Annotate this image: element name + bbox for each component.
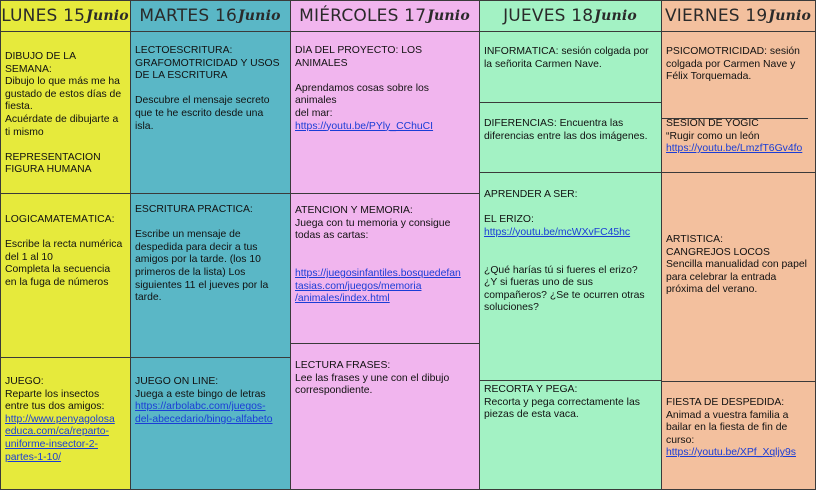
grid-line (661, 0, 662, 490)
grid-line (479, 172, 661, 173)
thursday-hedgehog-video-link[interactable]: https://youtu.be/mcWXvFC45hc (484, 226, 631, 238)
wednesday-memory-task: ATENCION Y MEMORIA: Juega con tu memoria y consigue todas as cartas: https://juegosinfantiles.bosquedefan tasias.com/juegos/memoria /animales/index.html (295, 205, 461, 305)
friday-farewell-party-task: FIESTA DE DESPEDIDA: Animad a vuestra familia a bailar en la fiesta de fin de curso: https://youtu.be/XPf_Xqljy9s (666, 397, 796, 459)
tuesday-writing-task: LECTOESCRITURA: GRAFOMOTRICIDAD Y USOS DE LA ESCRITURA Descubre el mensaje secreto que te he escrito desde una isla. (135, 45, 280, 132)
tuesday-practical-writing-task: ESCRITURA PRÁCTICA: Escribe un mensaje de despedida para decir a tus amigos por la tarde. (los 10 primeros de la lista) Los siguientes 11 el jueves por la tarde. (135, 204, 269, 304)
thursday-learn-to-be-task: APRENDER A SER: EL ERIZO: https://youtu.be/mcWXvFC45hc ¿Qué harías tú si fueres el erizo? ¿Y si fueras uno de sus compañeros? ¿Se te ocurren otras soluciones? (484, 189, 645, 314)
monday-game-link[interactable]: http://www.penyagolosa educa.com/ca/reparto- uniforme-insector-2- partes-1-10/ (5, 413, 115, 463)
grid-line (290, 0, 291, 490)
grid-line (0, 0, 1, 490)
day-column-thursday (479, 0, 661, 490)
day-header-wednesday: MIÉRCOLES 17 Junio (290, 0, 479, 32)
friday-psychomotor-task: PSICOMOTRICIDAD: sesión colgada por Carmen Nave y Félix Torquemada. (666, 46, 800, 83)
grid-line (479, 0, 480, 490)
thursday-cut-paste-task: RECORTA Y PEGA: Recorta y pega correctamente las piezas de esta vaca. (484, 384, 640, 421)
thursday-computing-task: INFORMÁTICA: sesión colgada por la señorita Carmen Nave. (484, 46, 649, 70)
grid-line (290, 343, 479, 344)
grid-line (661, 172, 815, 173)
friday-art-task: ARTÍSTICA: CANGREJOS LOCOS Sencilla manualidad con papel para celebrar la entrada próxima del verano. (666, 234, 807, 296)
day-column-tuesday (130, 0, 290, 490)
day-column-monday (0, 0, 130, 490)
grid-line (0, 0, 816, 1)
grid-line (0, 193, 479, 194)
monday-drawing-task: DIBUJO DE LA SEMANA: Dibujo lo que más me ha gustado de estos días de fiesta. Acuérdate de dibujarte a ti mismo REPRESENTACION FIGURA HUMANA (5, 51, 122, 176)
grid-line (479, 102, 661, 103)
grid-line (661, 381, 815, 382)
wednesday-reading-task: LECTURA FRASES: Lee las frases y une con el dibujo correspondiente. (295, 360, 450, 397)
friday-yoga-video-link[interactable]: https://youtu.be/LmzfT6Gv4fo (666, 143, 803, 155)
grid-line (0, 489, 816, 490)
day-header-friday: VIERNES 19 Junio (661, 0, 815, 32)
thursday-differences-task: DIFERENCIAS: Encuentra las diferencias entre las dos imágenes. (484, 118, 648, 142)
monday-math-task: LOGICAMATEMÁTICA: Escribe la recta numérica del 1 al 10 Completa la secuencia en la fuga de números (5, 214, 123, 288)
grid-line (0, 357, 290, 358)
day-column-wednesday (290, 0, 479, 490)
day-header-tuesday: MARTES 16 Junio (130, 0, 290, 32)
day-header-thursday: JUEVES 18 Junio (479, 0, 661, 32)
wednesday-animals-video-link[interactable]: https://youtu.be/PYly_CChuCI (295, 120, 434, 132)
friday-yoga-task: SESIÓN DE YOGIC “Rugir como un león https://youtu.be/LmzfT6Gv4fo (666, 118, 803, 155)
grid-line (479, 380, 661, 381)
grid-line (661, 118, 808, 119)
tuesday-bingo-link[interactable]: https://arbolabc.com/juegos- del-abecedario/bingo-alfabeto (135, 401, 273, 425)
grid-line (815, 0, 816, 490)
day-column-friday (661, 0, 815, 490)
wednesday-memory-game-link[interactable]: https://juegosinfantiles.bosquedefan tasias.com/juegos/memoria /animales/index.html (295, 267, 461, 305)
wednesday-project-task: DÍA DEL PROYECTO: LOS ANIMALES Aprendamos cosas sobre los animales del mar: https://youtu.be/PYly_CChuCI (295, 45, 434, 132)
grid-line (130, 0, 131, 490)
monday-game-task: JUEGO: Reparte los insectos entre tus dos amigos: http://www.penyagolosa educa.com/ca/reparto- uniforme-insector-2- partes-1-10/ (5, 376, 115, 463)
tuesday-online-game-task: JUEGO ON LINE: Juega a este bingo de letras https://arbolabc.com/juegos- del-abecedario/bingo-alfabeto (135, 376, 273, 425)
friday-party-video-link[interactable]: https://youtu.be/XPf_Xqljy9s (666, 447, 796, 459)
day-header-monday: LUNES 15 Junio (0, 0, 130, 32)
